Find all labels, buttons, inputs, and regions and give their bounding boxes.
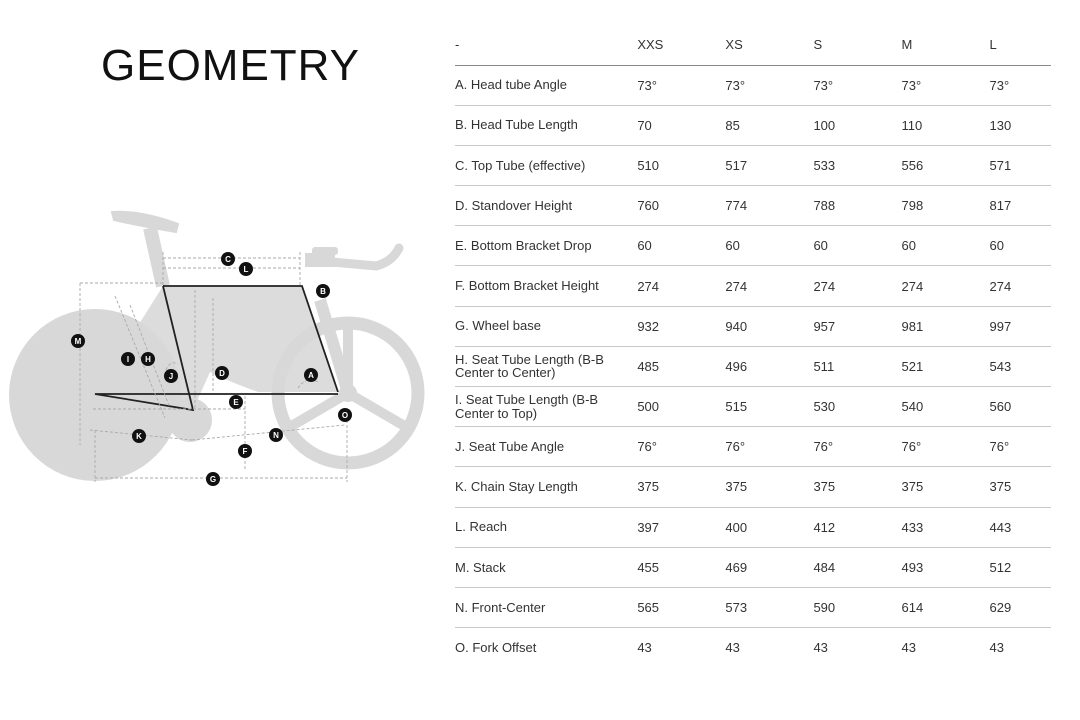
table-cell: 274 (989, 278, 1012, 294)
table-cell: 798 (901, 198, 924, 214)
header-cell-xxs: XXS (637, 37, 664, 53)
table-cell: 110 (901, 117, 923, 133)
table-cell: 73° (813, 77, 834, 93)
row-label: N. Front-Center (455, 599, 546, 615)
table-cell: 375 (637, 479, 660, 495)
table-cell: 76° (901, 439, 922, 455)
row-label: I. Seat Tube Length (B-B Center to Top) (455, 391, 599, 421)
header-cell-s: S (813, 37, 823, 53)
table-cell: 60 (637, 238, 652, 254)
table-cell: 573 (725, 600, 748, 616)
page-title: GEOMETRY (101, 41, 361, 90)
table-cell: 400 (725, 519, 748, 535)
table-row (455, 547, 1051, 587)
table-cell: 530 (813, 399, 836, 415)
marker-c (221, 252, 235, 266)
table-cell: 981 (901, 318, 924, 334)
table-cell: 540 (901, 399, 924, 415)
table-cell: 496 (725, 358, 748, 374)
marker-j (164, 369, 178, 383)
table-cell: 484 (813, 559, 836, 575)
marker-n (269, 428, 283, 442)
table-cell: 73° (901, 77, 922, 93)
header-cell-m: M (901, 37, 913, 53)
table-cell: 274 (901, 278, 924, 294)
marker-m (71, 334, 85, 348)
table-cell: 485 (637, 358, 660, 374)
table-cell: 788 (813, 198, 836, 214)
svg-text:B: B (320, 287, 326, 296)
table-cell: 517 (725, 157, 748, 173)
svg-text:L: L (243, 265, 249, 274)
bike-geometry-diagram (0, 195, 440, 500)
table-cell: 274 (725, 278, 748, 294)
table-cell: 493 (901, 559, 924, 575)
table-cell: 73° (637, 77, 657, 93)
table-row (455, 587, 1051, 627)
table-header-row (455, 25, 1051, 65)
table-cell: 940 (725, 318, 748, 334)
frame-fill (95, 286, 338, 410)
table-cell: 60 (813, 238, 828, 254)
table-cell: 76° (637, 439, 657, 455)
marker-f (238, 444, 252, 458)
table-cell: 70 (637, 117, 652, 133)
table-cell: 43 (989, 640, 1005, 656)
marker-o (338, 408, 352, 422)
table-cell: 43 (637, 640, 652, 656)
table-cell: 274 (637, 278, 660, 294)
table-cell: 590 (813, 600, 836, 616)
table-cell: 521 (901, 358, 924, 374)
table-cell: 73° (989, 77, 1010, 93)
table-cell: 997 (989, 318, 1012, 334)
table-cell: 397 (637, 519, 660, 535)
header-cell: - (455, 36, 460, 52)
table-cell: 433 (901, 519, 924, 535)
bike-silhouette (9, 212, 418, 481)
table-cell: 85 (725, 117, 740, 133)
table-cell: 560 (989, 399, 1012, 415)
table-body (455, 65, 1051, 668)
table-row (455, 467, 1051, 507)
row-label: L. Reach (455, 519, 508, 535)
svg-text:G: G (209, 475, 217, 484)
marker-e (229, 395, 243, 409)
marker-d (215, 366, 229, 380)
table-cell: 375 (901, 479, 924, 495)
row-label: O. Fork Offset (455, 640, 537, 656)
svg-text:K: K (136, 432, 142, 441)
table-cell: 500 (637, 399, 660, 415)
table-row (455, 346, 1051, 386)
table-cell: 629 (989, 600, 1012, 616)
table-cell: 375 (813, 479, 836, 495)
table-cell: 533 (813, 157, 836, 173)
svg-text:J: J (168, 372, 174, 381)
table-cell: 43 (813, 640, 828, 656)
svg-text:C: C (225, 255, 231, 264)
table-cell: 774 (725, 198, 748, 214)
marker-a (304, 368, 318, 382)
table-cell: 73° (725, 77, 746, 93)
table-cell: 130 (989, 117, 1012, 133)
marker-l (239, 262, 253, 276)
row-label: B. Head Tube Length (455, 117, 578, 133)
marker-b (316, 284, 330, 298)
seatpost (150, 228, 163, 286)
table-cell: 443 (989, 519, 1012, 535)
table-row (455, 387, 1051, 427)
row-label: D. Standover Height (455, 197, 573, 213)
table-cell: 412 (813, 519, 836, 535)
table-cell: 817 (989, 198, 1012, 214)
table-cell: 510 (637, 157, 660, 173)
aerobar (332, 248, 399, 266)
row-label: E. Bottom Bracket Drop (455, 238, 592, 254)
row-label: H. Seat Tube Length (B-B Center to Center) (455, 351, 604, 381)
table-cell: 511 (813, 358, 835, 374)
table-row (455, 65, 1051, 105)
table-row (455, 507, 1051, 547)
svg-text:D: D (219, 369, 225, 378)
svg-text:A: A (308, 371, 314, 380)
table-cell: 455 (637, 559, 660, 575)
row-label: K. Chain Stay Length (455, 479, 578, 495)
table-row (455, 145, 1051, 185)
table-cell: 571 (989, 157, 1012, 173)
row-label: J. Seat Tube Angle (455, 438, 565, 454)
svg-text:O: O (341, 411, 349, 420)
row-label: G. Wheel base (455, 318, 541, 334)
table-cell: 60 (725, 238, 740, 254)
svg-text:H: H (145, 355, 151, 364)
table-cell: 512 (989, 559, 1012, 575)
row-label: A. Head tube Angle (455, 77, 568, 93)
table-cell: 43 (901, 640, 916, 656)
row-label: M. Stack (455, 559, 506, 575)
table-cell: 60 (989, 238, 1005, 254)
svg-text:E: E (233, 398, 239, 407)
table-cell: 76° (989, 439, 1010, 455)
table-cell: 932 (637, 318, 660, 334)
svg-text:N: N (273, 431, 279, 440)
marker-g (206, 472, 220, 486)
row-label: C. Top Tube (effective) (455, 157, 586, 173)
table-cell: 274 (813, 278, 836, 294)
row-label: F. Bottom Bracket Height (455, 278, 599, 294)
table-cell: 543 (989, 358, 1012, 374)
table-cell: 76° (813, 439, 834, 455)
table-cell: 565 (637, 600, 660, 616)
table-cell: 760 (637, 198, 660, 214)
table-row (455, 306, 1051, 346)
table-cell: 515 (725, 399, 748, 415)
table-row (455, 427, 1051, 467)
table-row (455, 226, 1051, 266)
svg-text:F: F (242, 447, 248, 456)
saddle (112, 212, 178, 232)
table-cell: 614 (901, 600, 924, 616)
table-row (455, 186, 1051, 226)
table-cell: 469 (725, 559, 748, 575)
table-cell: 556 (901, 157, 924, 173)
table-row (455, 105, 1051, 145)
marker-k (132, 429, 146, 443)
header-cell-xs: XS (725, 37, 743, 53)
header-cell-l: L (989, 37, 997, 53)
table-cell: 76° (725, 439, 746, 455)
table-cell: 375 (989, 479, 1012, 495)
table-row (455, 266, 1051, 306)
marker-h (141, 352, 155, 366)
svg-text:I: I (126, 355, 130, 364)
table-cell: 43 (725, 640, 740, 656)
chainring (168, 398, 212, 442)
table-cell: 60 (901, 238, 916, 254)
geometry-table (455, 25, 1051, 668)
table-cell: 100 (813, 117, 836, 133)
armrest (312, 247, 338, 255)
svg-text:M: M (74, 337, 82, 346)
marker-i (121, 352, 135, 366)
table-row (455, 628, 1051, 668)
table-cell: 375 (725, 479, 748, 495)
table-cell: 957 (813, 318, 836, 334)
